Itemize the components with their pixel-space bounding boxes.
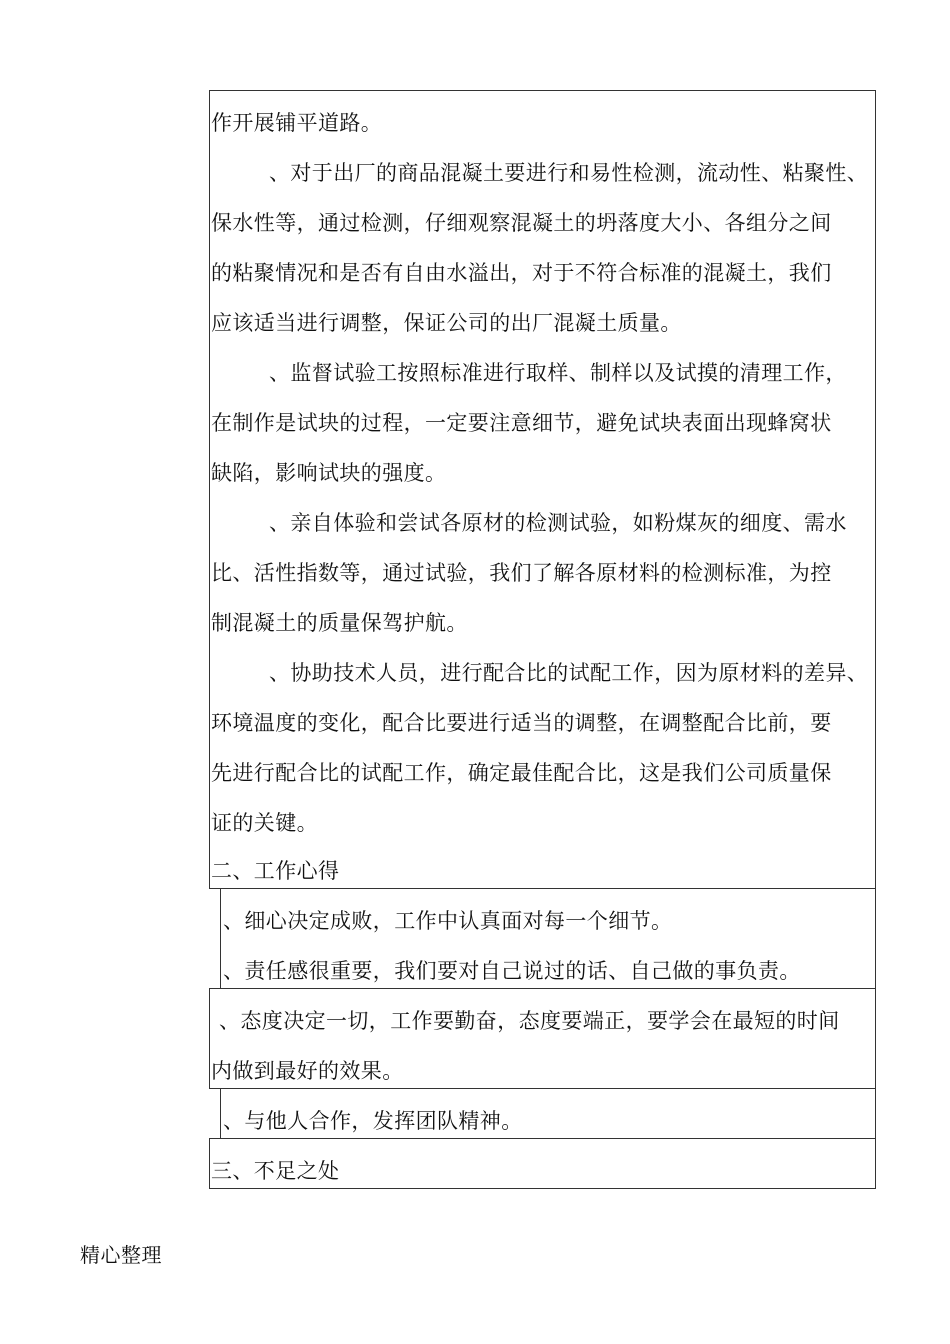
experience-item: 内做到最好的效果。 xyxy=(211,1059,404,1083)
text-line: 证的关键。 xyxy=(211,811,318,835)
text-line: 、对于出厂的商品混凝土要进行和易性检测，流动性、粘聚性、 xyxy=(269,161,869,185)
experience-item: 、态度决定一切，工作要勤奋，态度要端正，要学会在最短的时间 xyxy=(219,1009,840,1033)
text-line: 在制作是试块的过程，一定要注意细节，避免试块表面出现蜂窝状 xyxy=(211,411,832,435)
text-line: 先进行配合比的试配工作，确定最佳配合比，这是我们公司质量保 xyxy=(211,761,832,785)
text-line: 、协助技术人员，进行配合比的试配工作，因为原材料的差异、 xyxy=(269,661,869,685)
text-line: 的粘聚情况和是否有自由水溢出，对于不符合标准的混凝土，我们 xyxy=(211,261,832,285)
text-line: 、监督试验工按照标准进行取样、制样以及试摸的清理工作， xyxy=(269,361,847,385)
text-line: 制混凝土的质量保驾护航。 xyxy=(211,611,468,635)
text-line: 作开展铺平道路。 xyxy=(211,111,383,135)
text-line: 比、活性指数等，通过试验，我们了解各原材料的检测标准，为控 xyxy=(211,561,832,585)
text-line: 、亲自体验和尝试各原材的检测试验，如粉煤灰的细度、需水 xyxy=(269,511,847,535)
text-line: 应该适当进行调整，保证公司的出厂混凝土质量。 xyxy=(211,311,682,335)
experience-item: 、细心决定成败，工作中认真面对每一个细节。 xyxy=(223,909,673,933)
text-line: 缺陷，影响试块的强度。 xyxy=(211,461,447,485)
experience-item: 、责任感很重要，我们要对自己说过的话、自己做的事负责。 xyxy=(223,959,801,983)
section-heading-2: 二、工作心得 xyxy=(211,859,340,883)
text-line: 保水性等，通过检测，仔细观察混凝土的坍落度大小、各组分之间 xyxy=(211,211,832,235)
experience-item: 、与他人合作，发挥团队精神。 xyxy=(223,1109,523,1133)
page-footer: 精心整理 xyxy=(80,1243,162,1267)
text-line: 环境温度的变化，配合比要进行适当的调整，在调整配合比前，要 xyxy=(211,711,832,735)
section-heading-3: 三、不足之处 xyxy=(211,1159,340,1183)
